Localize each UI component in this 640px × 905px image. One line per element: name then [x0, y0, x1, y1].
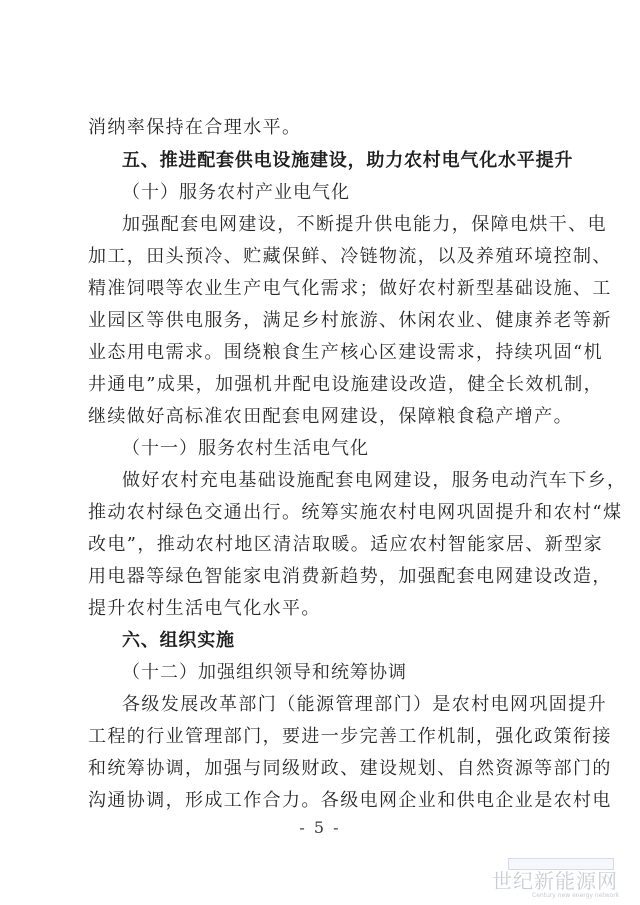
paragraph-line: 继续做好高标准农田配套电网建设，保障粮食稳产增产。 [88, 406, 573, 427]
paragraph-line: 各级发展改革部门（能源管理部门）是农村电网巩固提升 [122, 694, 607, 715]
paragraph-line: 用电器等绿色智能家电消费新趋势，加强配套电网建设改造， [88, 566, 612, 587]
paragraph-line: 沟通协调，形成工作合力。各级电网企业和供电企业是农村电 [88, 790, 612, 811]
paragraph-line: 和统筹协调，加强与同级财政、建设规划、自然资源等部门的 [88, 758, 612, 779]
paragraph-line: 做好农村充电基础设施配套电网建设，服务电动汽车下乡， [122, 470, 627, 491]
section-heading-5: 五、推进配套供电设施建设，助力农村电气化水平提升 [122, 150, 574, 171]
paragraph-line: 改电”，推动农村地区清洁取暖。适应农村智能家居、新型家 [88, 534, 603, 555]
paragraph-line: 加强配套电网建设，不断提升供电能力，保障电烘干、电 [122, 214, 607, 235]
paragraph-line: 加工，田头预冷、贮藏保鲜、冷链物流，以及养殖环境控制、 [88, 246, 612, 267]
paragraph-line: 精准饲喂等农业生产电气化需求；做好农村新型基础设施、工 [88, 278, 612, 299]
paragraph-line: 推动农村绿色交通出行。统筹实施农村电网巩固提升和农村“煤 [88, 502, 623, 523]
section-heading-6: 六、组织实施 [122, 630, 235, 651]
subsection-heading-11: （十一）服务农村生活电气化 [122, 438, 369, 459]
watermark-text: 世纪新能源网 [492, 869, 618, 893]
watermark-subtext: Century new energy network [532, 892, 620, 899]
subsection-heading-12: （十二）加强组织领导和统筹协调 [122, 662, 407, 683]
subsection-heading-10: （十）服务农村产业电气化 [122, 182, 350, 203]
watermark-logo [492, 856, 632, 900]
page-number: - 5 - [299, 818, 341, 837]
paragraph-line: 消纳率保持在合理水平。 [88, 117, 302, 138]
paragraph-line: 工程的行业管理部门，要进一步完善工作机制，强化政策衔接 [88, 726, 612, 747]
paragraph-line: 提升农村生活电气化水平。 [88, 598, 321, 619]
paragraph-line: 井通电”成果，加强机井配电设施建设改造，健全长效机制， [88, 374, 603, 395]
paragraph-line: 业态用电需求。围绕粮食生产核心区建设需求，持续巩固“机 [88, 342, 603, 363]
paragraph-line: 业园区等供电服务，满足乡村旅游、休闲农业、健康养老等新 [88, 310, 612, 331]
